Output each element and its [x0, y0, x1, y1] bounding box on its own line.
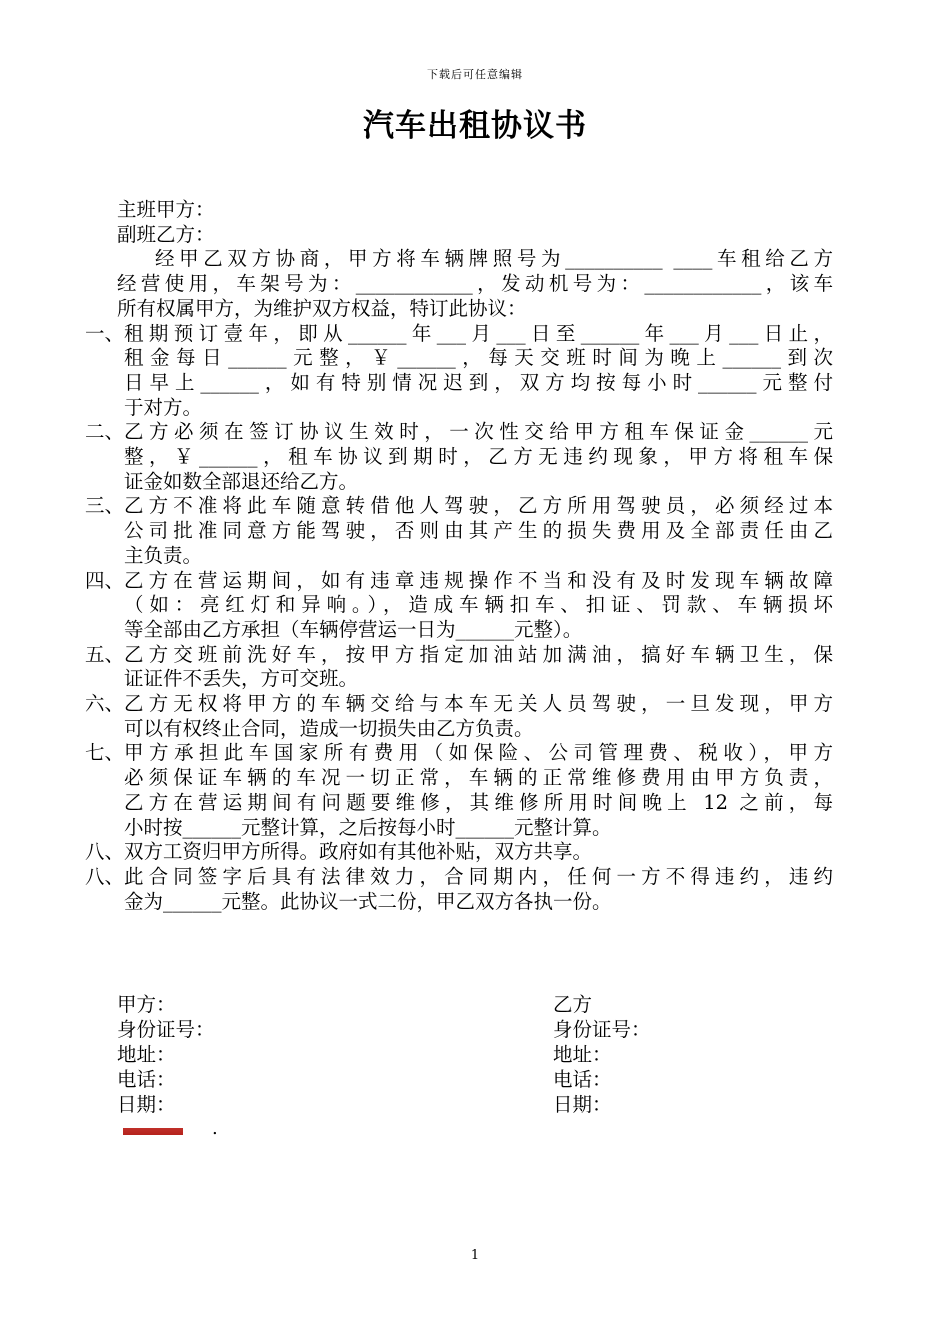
clause-number: 二、 [84, 420, 124, 444]
clause-number: 五、 [84, 642, 124, 666]
clause-line: 整，￥______，租车协议到期时，乙方无违约现象，甲方将租车保 [124, 445, 833, 469]
clause-line: 乙方无权将甲方的车辆交给与本车无关人员驾驶，一旦发现，甲方 [124, 692, 833, 716]
clause-text [124, 420, 833, 494]
party-a-field: 甲方： [117, 993, 176, 1016]
clause-line: 租金每日______元整，￥______，每天交班时间为晚上______到次 [124, 346, 833, 370]
clause-text [124, 569, 833, 643]
clause-line: 公司批准同意方能驾驶，否则由其产生的损失费用及全部责任由乙 [124, 519, 833, 543]
clause-text [124, 840, 833, 865]
clause-line: 双方工资归甲方所得。政府如有其他补贴，双方共享。 [124, 840, 593, 864]
clause-number: 一、 [84, 321, 124, 345]
clause-line: 乙方在营运期间有问题要维修，其维修所用时间晚上 12 之前，每 [124, 790, 833, 814]
intro-line-1: 经甲乙双方协商，甲方将车辆牌照号为__________ ____车租给乙方 [155, 247, 833, 271]
clause-text [124, 741, 833, 840]
clause-2 [62, 420, 833, 494]
clause-number: 三、 [84, 494, 124, 518]
clause-number: 八、 [84, 864, 124, 888]
clause-line: 金为______元整。此协议一式二份，甲乙双方各执一份。 [124, 889, 612, 913]
clause-line: 甲方承担此车国家所有费用（如保险、公司管理费、税收），甲方 [124, 741, 833, 765]
clause-text [124, 322, 833, 421]
clause-text [124, 865, 833, 914]
party-a-field: 地址： [117, 1043, 176, 1066]
clause-line: 必须保证车辆的车况一切正常，车辆的正常维修费用由甲方负责， [124, 766, 833, 790]
clause-line: 乙方必须在签订协议生效时，一次性交给甲方租车保证金______元 [124, 420, 833, 444]
party-a-label: 主班甲方： [117, 198, 215, 221]
clause-7 [62, 741, 833, 840]
clause-text [124, 494, 833, 568]
clause-8 [62, 840, 833, 865]
clause-3 [62, 494, 833, 568]
clause-line: 可以有权终止合同，造成一切损失由乙方负责。 [124, 716, 534, 740]
intro-line-3: 所有权属甲方，为维护双方权益，特订此协议： [117, 296, 527, 320]
intro-line-2: 经营使用，车架号为：____________，发动机号为：____________，该车 [117, 272, 833, 296]
signature-block-party-b [553, 992, 651, 1117]
clause-line: 乙方不准将此车随意转借他人驾驶，乙方所用驾驶员，必须经过本 [124, 494, 833, 518]
clause-line: 于对方。 [124, 395, 203, 419]
signature-block-party-a [117, 992, 215, 1117]
clause-line: 此合同签字后具有法律效力，合同期内，任何一方不得违约，违约 [124, 864, 833, 888]
party-a-field: 电话： [117, 1068, 176, 1091]
clause-line: 小时按______元整计算，之后按每小时______元整计算。 [124, 815, 612, 839]
clause-text [124, 643, 833, 692]
clause-line: 等全部由乙方承担（车辆停营运一日为______元整）。 [124, 617, 583, 641]
red-stamp-bar [123, 1128, 183, 1135]
party-b-field: 电话： [553, 1068, 612, 1091]
party-b-field: 乙方 [553, 993, 593, 1016]
clause-line: 主负责。 [124, 543, 203, 567]
clause-number: 七、 [84, 741, 124, 765]
page-number: 1 [470, 1248, 480, 1263]
party-a-field: 日期： [117, 1093, 176, 1116]
party-b-field: 日期： [553, 1093, 612, 1116]
clause-9 [62, 865, 833, 914]
clause-4 [62, 569, 833, 643]
clause-number: 六、 [84, 692, 124, 716]
clause-line: 日早上______，如有特别情况迟到，双方均按每小时______元整付 [124, 370, 833, 394]
clause-line: 证证件不丢失，方可交班。 [124, 667, 359, 691]
clause-1 [62, 322, 833, 421]
clause-number: 四、 [84, 568, 124, 592]
clause-line: （如：亮红灯和异响。），造成车辆扣车、扣证、罚款、车辆损坏 [124, 593, 833, 617]
party-a-field: 身份证号： [117, 1018, 215, 1041]
clause-5 [62, 643, 833, 692]
header-note: 下载后可任意编辑 [427, 68, 523, 81]
trailing-dot: . [212, 1118, 218, 1139]
party-b-field: 地址： [553, 1043, 612, 1066]
clause-line: 租期预订壹年，即从______年___月___日至______年___月___日止， [124, 321, 833, 345]
clause-text [124, 692, 833, 741]
clause-line: 乙方在营运期间，如有违章违规操作不当和没有及时发现车辆故障 [124, 568, 833, 592]
clause-line: 证金如数全部退还给乙方。 [124, 469, 359, 493]
clause-line: 乙方交班前洗好车，按甲方指定加油站加满油，搞好车辆卫生，保 [124, 642, 833, 666]
clause-number: 八、 [84, 840, 124, 864]
clause-list [84, 321, 833, 915]
contract-body [84, 198, 833, 914]
party-b-field: 身份证号： [553, 1018, 651, 1041]
party-b-label: 副班乙方： [117, 222, 215, 246]
clause-6 [62, 692, 833, 741]
document-title: 汽车出租协议书 [363, 108, 587, 144]
